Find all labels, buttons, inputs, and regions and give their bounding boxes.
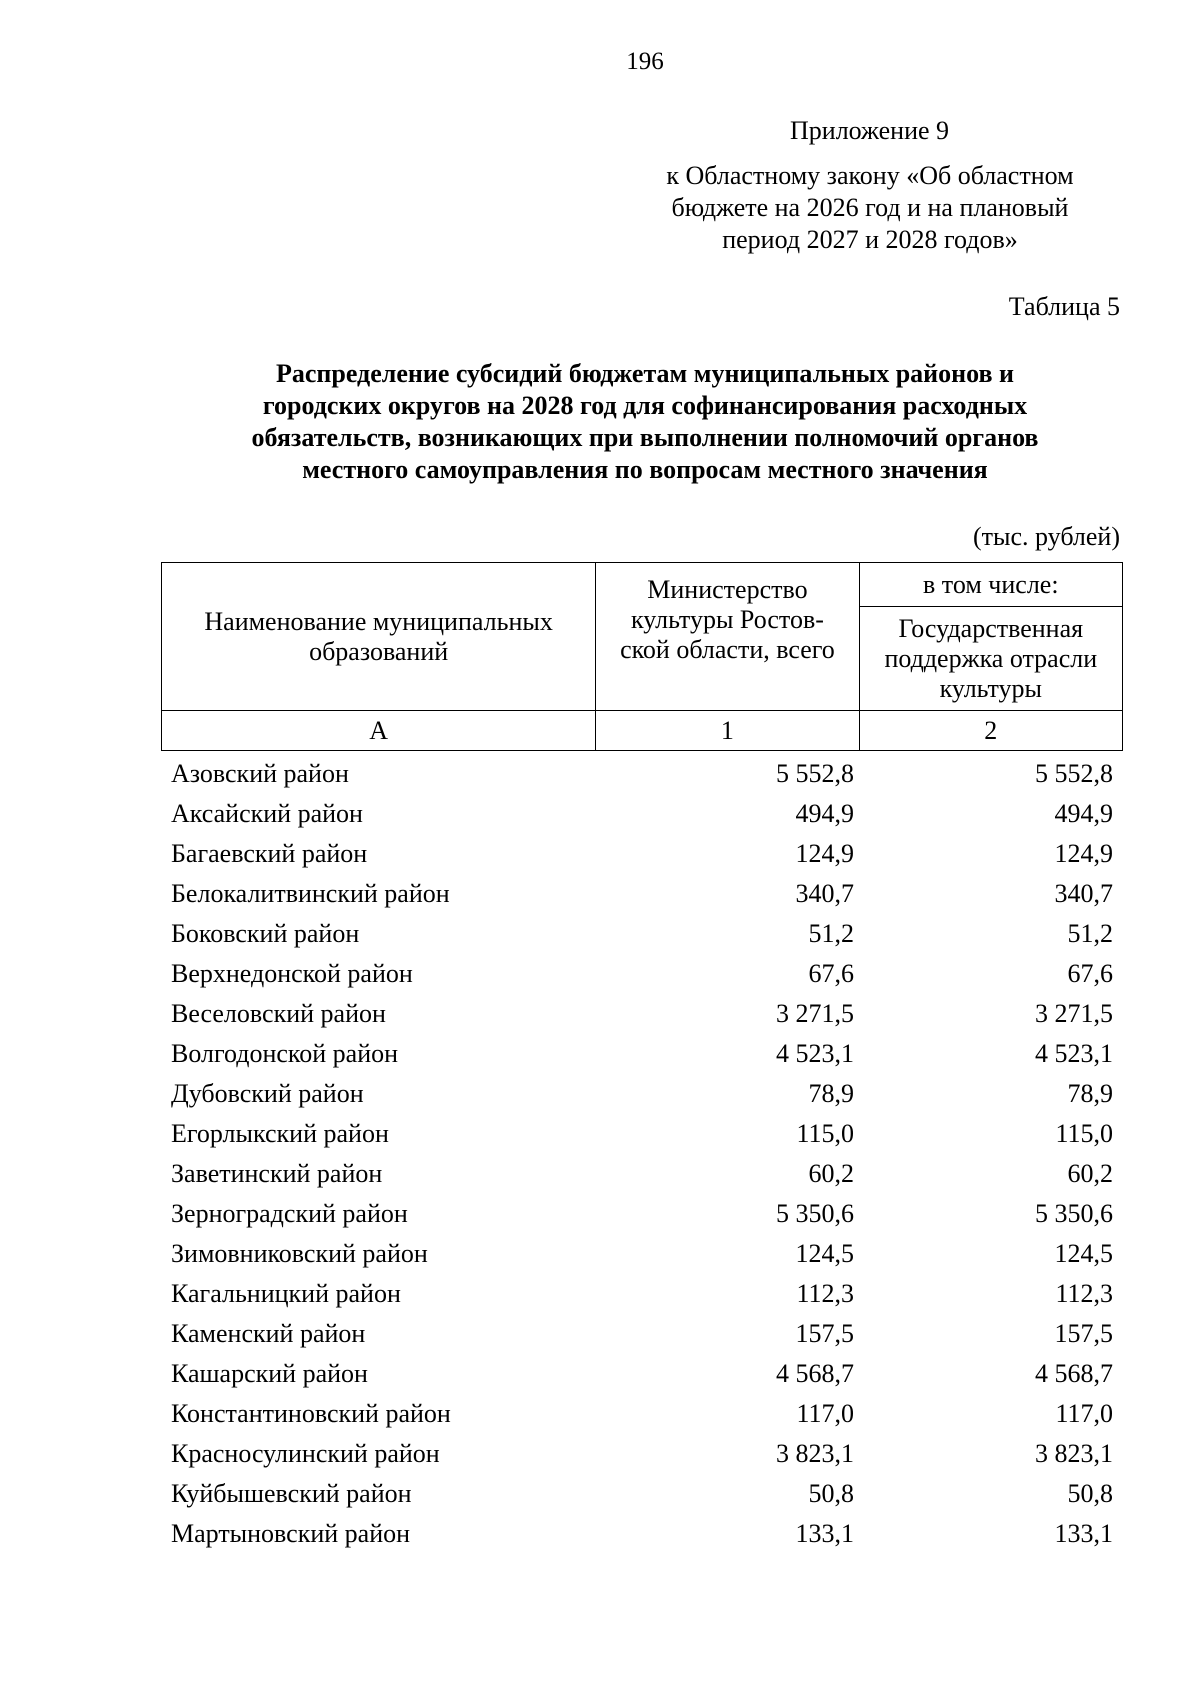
row-total-value: 50,8 xyxy=(808,1479,854,1508)
table-row xyxy=(161,1234,1123,1274)
row-total-value: 4 523,1 xyxy=(776,1039,854,1068)
header-total-line: ской области, всего xyxy=(620,634,835,664)
table-row xyxy=(161,1474,1123,1514)
row-support-value: 60,2 xyxy=(1067,1159,1113,1188)
title-line: городских округов на 2028 год для софинансирования расходных xyxy=(262,391,1028,420)
table-row xyxy=(161,1194,1123,1234)
table-row xyxy=(161,1154,1123,1194)
row-support-value: 157,5 xyxy=(1054,1319,1113,1348)
table-header xyxy=(161,562,1123,751)
row-name: Кагальницкий район xyxy=(171,1279,401,1308)
table-row xyxy=(161,874,1123,914)
header-support-line: Государственная xyxy=(898,613,1084,643)
title-line: местного самоуправления по вопросам местного значения xyxy=(302,455,988,484)
row-name: Багаевский район xyxy=(171,839,368,868)
document-title xyxy=(195,358,1095,486)
appendix-reference xyxy=(640,160,1100,256)
table-row xyxy=(161,1354,1123,1394)
row-support-value: 51,2 xyxy=(1067,919,1113,948)
table-row xyxy=(161,1074,1123,1114)
column-number-2: 2 xyxy=(859,711,1122,751)
appendix-ref-line: период 2027 и 2028 годов» xyxy=(722,225,1018,254)
row-name: Заветинский район xyxy=(171,1159,383,1188)
header-name-line: Наименование муниципальных xyxy=(204,606,553,636)
row-support-value: 124,5 xyxy=(1054,1239,1113,1268)
row-name: Куйбышевский район xyxy=(171,1479,412,1508)
row-total-value: 51,2 xyxy=(808,919,854,948)
table-row xyxy=(161,1034,1123,1074)
row-support-value: 115,0 xyxy=(1055,1119,1113,1148)
column-number-a: А xyxy=(162,711,596,751)
row-total-value: 124,9 xyxy=(795,839,854,868)
row-name: Егорлыкский район xyxy=(171,1119,389,1148)
table-row xyxy=(161,1514,1123,1554)
row-total-value: 112,3 xyxy=(796,1279,854,1308)
row-support-value: 5 350,6 xyxy=(1035,1199,1113,1228)
table-row xyxy=(161,914,1123,954)
row-support-value: 117,0 xyxy=(1055,1399,1113,1428)
row-support-value: 133,1 xyxy=(1054,1519,1113,1548)
row-total-value: 494,9 xyxy=(795,799,854,828)
table-row xyxy=(161,754,1123,794)
row-name: Кашарский район xyxy=(171,1359,368,1388)
row-name: Азовский район xyxy=(171,759,349,788)
table-row xyxy=(161,954,1123,994)
row-total-value: 5 350,6 xyxy=(776,1199,854,1228)
row-support-value: 112,3 xyxy=(1055,1279,1113,1308)
row-total-value: 124,5 xyxy=(795,1239,854,1268)
row-name: Верхнедонской район xyxy=(171,959,413,988)
appendix-title: Приложение 9 xyxy=(790,116,950,145)
table-row xyxy=(161,1434,1123,1474)
table-row xyxy=(161,994,1123,1034)
header-total-line: Министерство xyxy=(647,574,808,604)
row-name: Каменский район xyxy=(171,1319,366,1348)
row-total-value: 78,9 xyxy=(808,1079,854,1108)
row-name: Волгодонской район xyxy=(171,1039,399,1068)
row-support-value: 50,8 xyxy=(1067,1479,1113,1508)
row-total-value: 117,0 xyxy=(796,1399,854,1428)
header-name-cell xyxy=(162,563,596,711)
row-total-value: 4 568,7 xyxy=(776,1359,854,1388)
table-row xyxy=(161,794,1123,834)
header-support-line: поддержка отрасли xyxy=(884,643,1098,673)
row-total-value: 3 823,1 xyxy=(776,1439,854,1468)
row-support-value: 67,6 xyxy=(1067,959,1113,988)
row-support-value: 5 552,8 xyxy=(1035,759,1113,788)
row-support-value: 494,9 xyxy=(1054,799,1113,828)
appendix-ref-line: бюджете на 2026 год и на плановый xyxy=(671,193,1069,222)
row-name: Красносулинский район xyxy=(171,1439,440,1468)
header-total-line: культуры Ростов- xyxy=(630,604,824,634)
row-support-value: 3 271,5 xyxy=(1035,999,1113,1028)
appendix-ref-line: к Областному закону «Об областном xyxy=(666,161,1074,190)
table-row xyxy=(161,1274,1123,1314)
units-label: (тыс. рублей) xyxy=(972,522,1120,551)
row-support-value: 340,7 xyxy=(1054,879,1113,908)
row-support-value: 4 568,7 xyxy=(1035,1359,1113,1388)
row-total-value: 157,5 xyxy=(795,1319,854,1348)
table-body xyxy=(161,754,1123,1554)
row-support-value: 4 523,1 xyxy=(1035,1039,1113,1068)
header-name-line: образований xyxy=(309,636,449,666)
table-row xyxy=(161,1314,1123,1354)
row-support-value: 124,9 xyxy=(1054,839,1113,868)
header-support-cell xyxy=(859,607,1122,711)
table-row xyxy=(161,834,1123,874)
row-total-value: 115,0 xyxy=(796,1119,854,1148)
table-label: Таблица 5 xyxy=(1008,292,1120,321)
row-name: Боковский район xyxy=(171,919,360,948)
header-total-cell xyxy=(596,563,859,711)
row-total-value: 133,1 xyxy=(795,1519,854,1548)
row-name: Зерноградский район xyxy=(171,1199,408,1228)
row-total-value: 340,7 xyxy=(795,879,854,908)
row-name: Аксайский район xyxy=(171,799,363,828)
row-total-value: 5 552,8 xyxy=(776,759,854,788)
table-row xyxy=(161,1114,1123,1154)
row-name: Дубовский район xyxy=(171,1079,364,1108)
row-support-value: 3 823,1 xyxy=(1035,1439,1113,1468)
title-line: обязательств, возникающих при выполнении полномочий органов xyxy=(251,423,1039,452)
row-name: Мартыновский район xyxy=(171,1519,411,1548)
row-name: Белокалитвинский район xyxy=(171,879,450,908)
header-support-line: культуры xyxy=(939,673,1043,703)
header-including-cell: в том числе: xyxy=(859,563,1122,607)
row-total-value: 3 271,5 xyxy=(776,999,854,1028)
page-number: 196 xyxy=(626,48,664,75)
column-number-1: 1 xyxy=(596,711,859,751)
row-total-value: 60,2 xyxy=(808,1159,854,1188)
row-name: Зимовниковский район xyxy=(171,1239,428,1268)
title-line: Распределение субсидий бюджетам муниципальных районов и xyxy=(275,359,1014,388)
row-total-value: 67,6 xyxy=(808,959,854,988)
table-row xyxy=(161,1394,1123,1434)
row-name: Константиновский район xyxy=(171,1399,451,1428)
row-name: Веселовский район xyxy=(171,999,386,1028)
row-support-value: 78,9 xyxy=(1067,1079,1113,1108)
